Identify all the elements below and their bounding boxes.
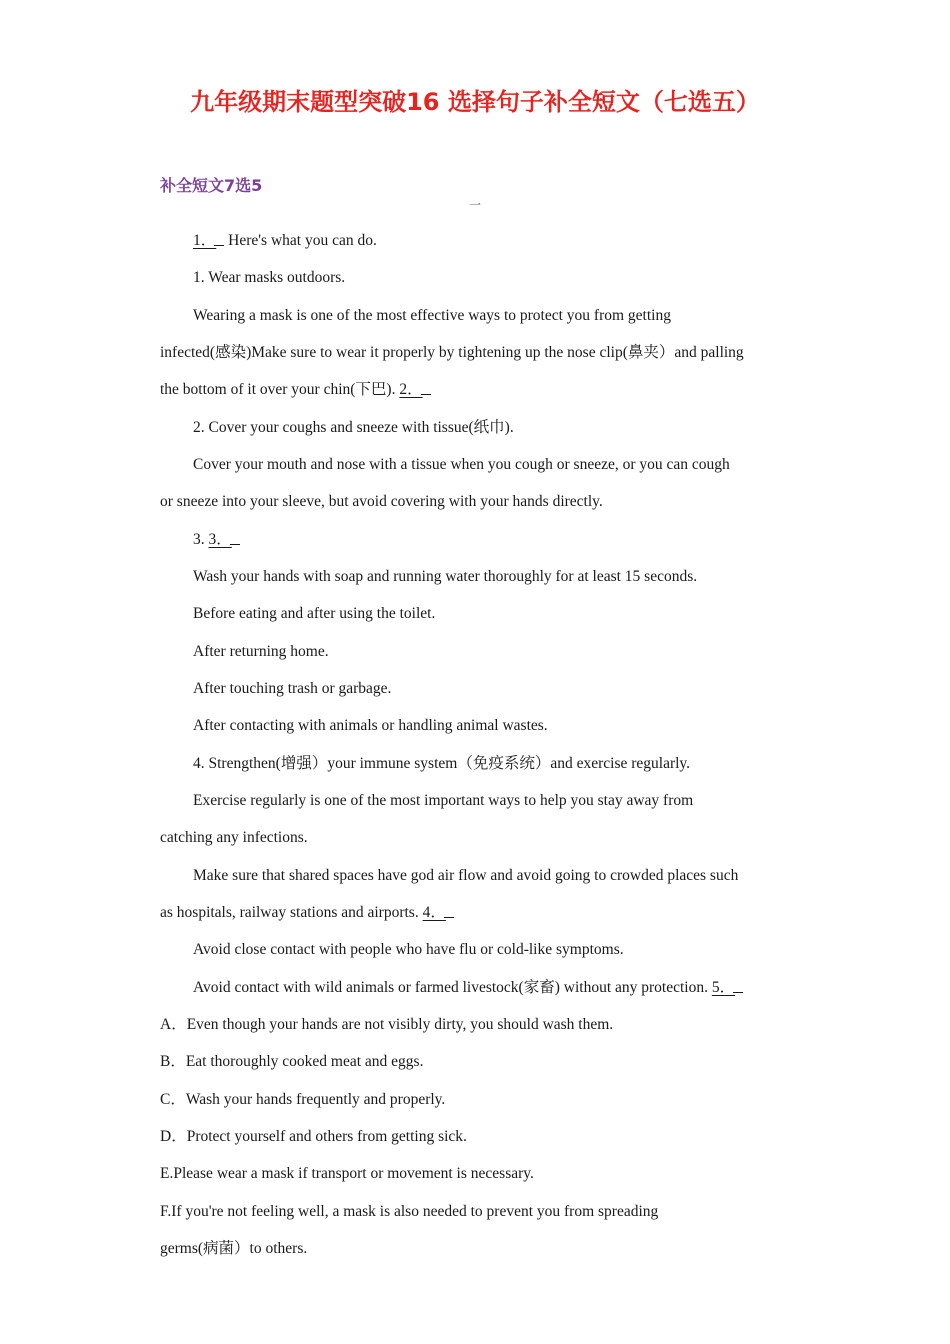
blank-2[interactable]: 2． xyxy=(399,381,423,398)
blank-5-underline xyxy=(733,978,743,993)
tip1-paragraph-line: infected(感染)Make sure to wear it properly by tightening up the nose clip(鼻夹）and palling xyxy=(160,344,744,361)
tip2-paragraph-line: or sneeze into your sleeve, but avoid covering with your hands directly. xyxy=(160,493,603,510)
blank-2-underline xyxy=(421,380,431,395)
tip4-paragraph-line: Exercise regularly is one of the most important ways to help you stay away from xyxy=(193,792,694,809)
tip3-paragraph-line: After contacting with animals or handling animal wastes. xyxy=(193,717,548,734)
intro-line xyxy=(193,231,377,251)
tip3-paragraph-line: Before eating and after using the toilet. xyxy=(193,605,436,622)
tip4-text: Avoid contact with wild animals or farmed livestock(家畜) without any protection. xyxy=(193,979,712,996)
tip4-paragraph-line: Avoid close contact with people who have flu or cold-like symptoms. xyxy=(193,941,624,958)
tip4-heading: 4. Strengthen(增强）your immune system（免疫系统）and exercise regularly. xyxy=(193,755,691,772)
tip1-paragraph-line xyxy=(160,380,431,400)
tip4-paragraph-line: catching any infections. xyxy=(160,829,308,846)
option-b: B．Eat thoroughly cooked meat and eggs. xyxy=(160,1053,424,1070)
tip4-paragraph-line xyxy=(193,978,743,998)
tip3-paragraph-line: After returning home. xyxy=(193,643,329,660)
tip3-paragraph-line: Wash your hands with soap and running water thoroughly for at least 15 seconds. xyxy=(193,568,698,585)
tip4-text: as hospitals, railway stations and airports. xyxy=(160,904,423,921)
intro-text: Here's what you can do. xyxy=(224,232,377,249)
tip3-paragraph-line: After touching trash or garbage. xyxy=(193,680,392,697)
section-number: 一 xyxy=(468,198,481,212)
option-f: F.If you're not feeling well, a mask is also needed to prevent you from spreading xyxy=(160,1203,659,1220)
tip3-heading xyxy=(193,530,240,550)
option-a: A．Even though your hands are not visibly dirty, you should wash them. xyxy=(160,1016,614,1033)
option-f-continued: germs(病菌）to others. xyxy=(160,1240,308,1257)
blank-4-underline xyxy=(444,903,454,918)
tip2-paragraph-line: Cover your mouth and nose with a tissue when you cough or sneeze, or you can cough xyxy=(193,456,730,473)
tip1-heading: 1. Wear masks outdoors. xyxy=(193,269,346,286)
tip2-heading: 2. Cover your coughs and sneeze with tissue(纸巾). xyxy=(193,419,514,436)
section-title: 补全短文7选5 xyxy=(160,176,263,195)
blank-3[interactable]: 3． xyxy=(208,531,232,548)
page-title: 九年级期末题型突破16 选择句子补全短文（七选五） xyxy=(190,88,760,116)
blank-3-underline xyxy=(230,530,240,545)
option-d: D．Protect yourself and others from getting sick. xyxy=(160,1128,467,1145)
tip4-paragraph-line xyxy=(160,903,454,923)
tip1-paragraph-line: Wearing a mask is one of the most effective ways to protect you from getting xyxy=(193,307,671,324)
blank-5[interactable]: 5． xyxy=(711,979,736,996)
tip4-paragraph-line: Make sure that shared spaces have god air flow and avoid going to crowded places such xyxy=(193,867,739,884)
blank-1[interactable]: 1． xyxy=(193,232,217,249)
option-c: C．Wash your hands frequently and properly. xyxy=(160,1091,446,1108)
blank-1-underline xyxy=(214,231,224,246)
option-e: E.Please wear a mask if transport or movement is necessary. xyxy=(160,1165,534,1182)
tip1-text: the bottom of it over your chin(下巴). xyxy=(160,381,400,398)
tip3-number: 3. xyxy=(193,531,209,548)
blank-4[interactable]: 4． xyxy=(422,904,446,921)
